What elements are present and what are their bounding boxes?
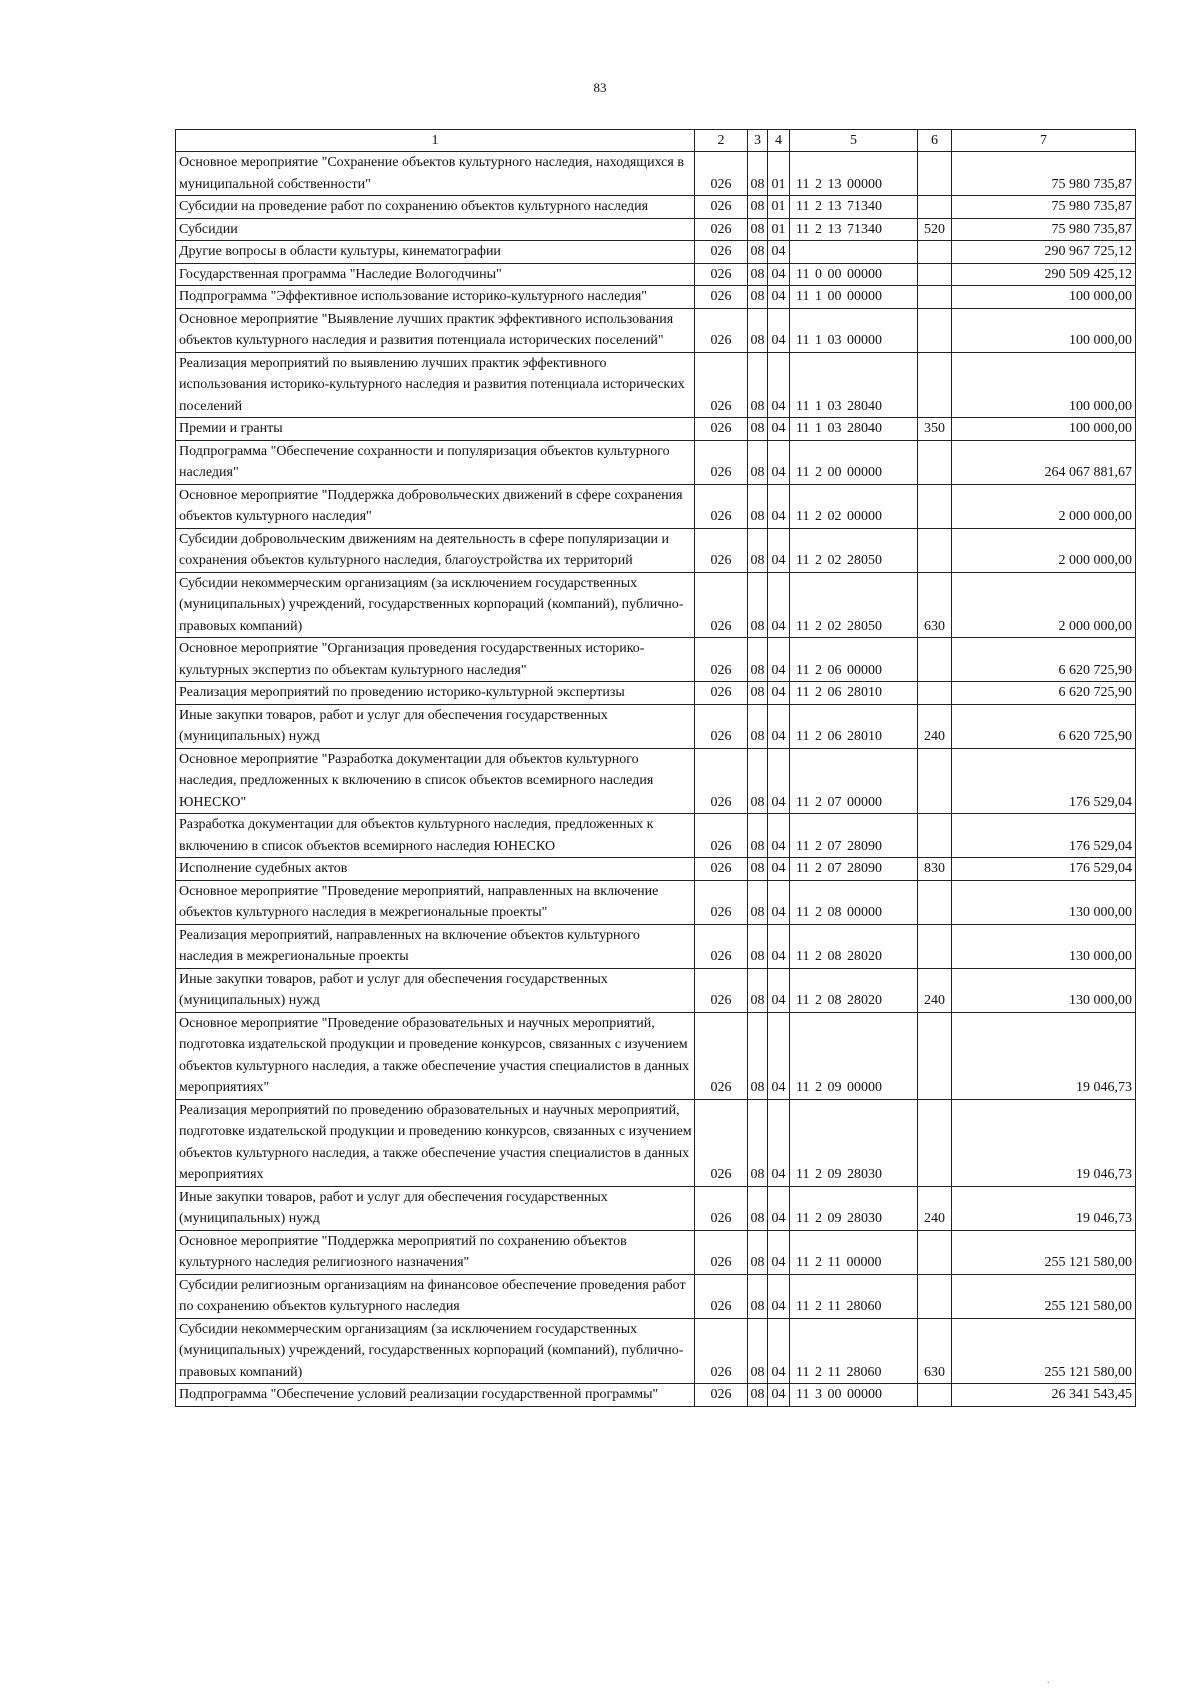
row-target-code: 11 2 13 00000 <box>790 152 918 196</box>
row-amount: 130 000,00 <box>952 880 1136 924</box>
row-expense-type <box>918 196 952 219</box>
row-ministry-code: 026 <box>695 528 748 572</box>
row-subsection: 04 <box>768 638 790 682</box>
row-amount: 130 000,00 <box>952 968 1136 1012</box>
row-amount: 176 529,04 <box>952 748 1136 814</box>
row-expense-type <box>918 1012 952 1099</box>
row-subsection: 04 <box>768 880 790 924</box>
row-amount: 255 121 580,00 <box>952 1274 1136 1318</box>
row-section: 08 <box>748 1384 768 1407</box>
row-subsection: 04 <box>768 1318 790 1384</box>
row-ministry-code: 026 <box>695 196 748 219</box>
row-ministry-code: 026 <box>695 241 748 264</box>
row-subsection: 04 <box>768 858 790 881</box>
row-name: Субсидии религиозным организациям на финансовое обеспечение проведения работ по сохранению объектов культурного наследия <box>176 1274 695 1318</box>
row-name: Основное мероприятие "Выявление лучших практик эффективного использования объектов культурного наследия и развития потенциала исторических поселений" <box>176 308 695 352</box>
row-ministry-code: 026 <box>695 286 748 309</box>
row-expense-type: 240 <box>918 968 952 1012</box>
row-target-code: 11 2 07 28090 <box>790 814 918 858</box>
table-row <box>176 440 1136 484</box>
row-target-code: 11 2 02 28050 <box>790 528 918 572</box>
row-section: 08 <box>748 880 768 924</box>
row-target-code: 11 2 11 28060 <box>790 1318 918 1384</box>
row-subsection: 04 <box>768 286 790 309</box>
row-ministry-code: 026 <box>695 748 748 814</box>
row-subsection: 04 <box>768 748 790 814</box>
table-row <box>176 814 1136 858</box>
row-amount: 176 529,04 <box>952 814 1136 858</box>
row-ministry-code: 026 <box>695 704 748 748</box>
table-row <box>176 286 1136 309</box>
row-target-code: 11 2 06 00000 <box>790 638 918 682</box>
row-name: Основное мероприятие "Поддержка добровольческих движений в сфере сохранения объектов культурного наследия" <box>176 484 695 528</box>
row-expense-type: 240 <box>918 704 952 748</box>
row-expense-type: 630 <box>918 572 952 638</box>
row-section: 08 <box>748 638 768 682</box>
row-ministry-code: 026 <box>695 572 748 638</box>
row-section: 08 <box>748 152 768 196</box>
row-amount: 2 000 000,00 <box>952 528 1136 572</box>
row-section: 08 <box>748 1186 768 1230</box>
row-expense-type <box>918 1099 952 1186</box>
row-expense-type <box>918 814 952 858</box>
row-target-code: 11 1 00 00000 <box>790 286 918 309</box>
table-row <box>176 858 1136 881</box>
row-expense-type <box>918 352 952 418</box>
row-name: Реализация мероприятий по проведению образовательных и научных мероприятий, подготовке издательской продукции и проведению конкурсов, связанных с изучением объектов культурного наследия, а также обеспечение участия специалистов в данных мероприятиях <box>176 1099 695 1186</box>
row-subsection: 04 <box>768 484 790 528</box>
row-amount: 75 980 735,87 <box>952 218 1136 241</box>
row-name: Основное мероприятие "Организация проведения государственных историко-культурных экспертиз по объектам культурного наследия" <box>176 638 695 682</box>
table-row <box>176 152 1136 196</box>
scan-mark: · <box>1046 1677 1050 1689</box>
row-section: 08 <box>748 704 768 748</box>
row-section: 08 <box>748 440 768 484</box>
row-subsection: 04 <box>768 682 790 705</box>
row-target-code: 11 2 08 28020 <box>790 968 918 1012</box>
row-amount: 264 067 881,67 <box>952 440 1136 484</box>
row-ministry-code: 026 <box>695 814 748 858</box>
row-subsection: 04 <box>768 1230 790 1274</box>
row-ministry-code: 026 <box>695 1099 748 1186</box>
row-amount: 100 000,00 <box>952 308 1136 352</box>
row-expense-type: 830 <box>918 858 952 881</box>
row-ministry-code: 026 <box>695 638 748 682</box>
header-col-1: 1 <box>176 130 695 152</box>
table-row <box>176 1274 1136 1318</box>
row-section: 08 <box>748 308 768 352</box>
row-name: Исполнение судебных актов <box>176 858 695 881</box>
row-amount: 2 000 000,00 <box>952 484 1136 528</box>
row-section: 08 <box>748 1099 768 1186</box>
row-expense-type: 240 <box>918 1186 952 1230</box>
table-row <box>176 1384 1136 1407</box>
row-expense-type <box>918 880 952 924</box>
table-header-row <box>176 130 1136 152</box>
row-section: 08 <box>748 924 768 968</box>
row-target-code: 11 2 06 28010 <box>790 682 918 705</box>
table-row <box>176 1186 1136 1230</box>
row-subsection: 04 <box>768 814 790 858</box>
row-section: 08 <box>748 263 768 286</box>
row-subsection: 01 <box>768 218 790 241</box>
row-subsection: 04 <box>768 1099 790 1186</box>
row-expense-type <box>918 1230 952 1274</box>
row-target-code: 11 2 02 28050 <box>790 572 918 638</box>
row-name: Премии и гранты <box>176 418 695 441</box>
row-section: 08 <box>748 196 768 219</box>
table-row <box>176 218 1136 241</box>
row-section: 08 <box>748 858 768 881</box>
row-name: Субсидии некоммерческим организациям (за исключением государственных (муниципальных) учреждений, государственных корпораций (компаний), публично-правовых компаний) <box>176 572 695 638</box>
row-name: Основное мероприятие "Проведение мероприятий, направленных на включение объектов культурного наследия в межрегиональные проекты" <box>176 880 695 924</box>
header-col-7: 7 <box>952 130 1136 152</box>
row-subsection: 04 <box>768 1186 790 1230</box>
row-amount: 100 000,00 <box>952 418 1136 441</box>
row-target-code: 11 2 07 00000 <box>790 748 918 814</box>
row-subsection: 04 <box>768 528 790 572</box>
row-target-code: 11 2 11 28060 <box>790 1274 918 1318</box>
table-row <box>176 241 1136 264</box>
row-subsection: 01 <box>768 152 790 196</box>
row-target-code: 11 0 00 00000 <box>790 263 918 286</box>
row-amount: 255 121 580,00 <box>952 1318 1136 1384</box>
row-expense-type <box>918 682 952 705</box>
row-expense-type <box>918 748 952 814</box>
row-amount: 19 046,73 <box>952 1186 1136 1230</box>
row-ministry-code: 026 <box>695 308 748 352</box>
row-expense-type: 630 <box>918 1318 952 1384</box>
row-name: Подпрограмма "Эффективное использование историко-культурного наследия" <box>176 286 695 309</box>
row-ministry-code: 026 <box>695 1230 748 1274</box>
row-amount: 176 529,04 <box>952 858 1136 881</box>
header-col-6: 6 <box>918 130 952 152</box>
row-amount: 19 046,73 <box>952 1099 1136 1186</box>
table-row <box>176 572 1136 638</box>
row-target-code: 11 2 06 28010 <box>790 704 918 748</box>
table-row <box>176 748 1136 814</box>
table-body <box>176 152 1136 1407</box>
row-subsection: 04 <box>768 352 790 418</box>
row-ministry-code: 026 <box>695 484 748 528</box>
row-ministry-code: 026 <box>695 440 748 484</box>
table-row <box>176 924 1136 968</box>
row-subsection: 04 <box>768 704 790 748</box>
table-row <box>176 528 1136 572</box>
row-subsection: 04 <box>768 241 790 264</box>
row-name: Иные закупки товаров, работ и услуг для обеспечения государственных (муниципальных) нужд <box>176 1186 695 1230</box>
header-col-3: 3 <box>748 130 768 152</box>
row-target-code: 11 1 03 28040 <box>790 418 918 441</box>
row-ministry-code: 026 <box>695 880 748 924</box>
row-target-code: 11 2 07 28090 <box>790 858 918 881</box>
row-target-code: 11 3 00 00000 <box>790 1384 918 1407</box>
row-amount: 255 121 580,00 <box>952 1230 1136 1274</box>
row-amount: 26 341 543,45 <box>952 1384 1136 1407</box>
row-expense-type <box>918 286 952 309</box>
table-row <box>176 704 1136 748</box>
row-section: 08 <box>748 968 768 1012</box>
row-name: Подпрограмма "Обеспечение сохранности и популяризация объектов культурного наследия" <box>176 440 695 484</box>
row-expense-type: 520 <box>918 218 952 241</box>
row-ministry-code: 026 <box>695 682 748 705</box>
row-amount: 75 980 735,87 <box>952 152 1136 196</box>
row-ministry-code: 026 <box>695 924 748 968</box>
row-expense-type <box>918 528 952 572</box>
row-section: 08 <box>748 1318 768 1384</box>
row-target-code: 11 2 00 00000 <box>790 440 918 484</box>
row-subsection: 04 <box>768 440 790 484</box>
row-name: Государственная программа "Наследие Вологодчины" <box>176 263 695 286</box>
row-amount: 6 620 725,90 <box>952 682 1136 705</box>
table-row <box>176 484 1136 528</box>
row-target-code <box>790 241 918 264</box>
row-name: Основное мероприятие "Разработка документации для объектов культурного наследия, предложенных к включению в список объектов всемирного наследия ЮНЕСКО" <box>176 748 695 814</box>
table-row <box>176 418 1136 441</box>
row-target-code: 11 2 08 00000 <box>790 880 918 924</box>
row-target-code: 11 2 11 00000 <box>790 1230 918 1274</box>
row-subsection: 04 <box>768 308 790 352</box>
row-ministry-code: 026 <box>695 1186 748 1230</box>
table-row <box>176 1012 1136 1099</box>
row-expense-type <box>918 308 952 352</box>
table-row <box>176 1318 1136 1384</box>
row-ministry-code: 026 <box>695 1012 748 1099</box>
table-row <box>176 263 1136 286</box>
row-subsection: 01 <box>768 196 790 219</box>
row-section: 08 <box>748 286 768 309</box>
row-amount: 290 509 425,12 <box>952 263 1136 286</box>
row-expense-type <box>918 440 952 484</box>
row-section: 08 <box>748 1230 768 1274</box>
row-subsection: 04 <box>768 1012 790 1099</box>
row-section: 08 <box>748 418 768 441</box>
row-section: 08 <box>748 682 768 705</box>
row-name: Основное мероприятие "Проведение образовательных и научных мероприятий, подготовка издательской продукции и проведение конкурсов, связанных с изучением объектов культурного наследия, а также обеспечение участия специалистов в данных мероприятиях" <box>176 1012 695 1099</box>
row-subsection: 04 <box>768 968 790 1012</box>
row-ministry-code: 026 <box>695 1384 748 1407</box>
row-section: 08 <box>748 748 768 814</box>
row-ministry-code: 026 <box>695 263 748 286</box>
row-section: 08 <box>748 484 768 528</box>
row-expense-type <box>918 1274 952 1318</box>
row-section: 08 <box>748 1012 768 1099</box>
row-section: 08 <box>748 1274 768 1318</box>
row-target-code: 11 2 13 71340 <box>790 218 918 241</box>
row-subsection: 04 <box>768 924 790 968</box>
row-target-code: 11 1 03 00000 <box>790 308 918 352</box>
row-amount: 290 967 725,12 <box>952 241 1136 264</box>
page-number: 83 <box>593 80 607 95</box>
row-amount: 130 000,00 <box>952 924 1136 968</box>
row-expense-type <box>918 241 952 264</box>
row-name: Реализация мероприятий, направленных на включение объектов культурного наследия в межрегиональные проекты <box>176 924 695 968</box>
row-section: 08 <box>748 241 768 264</box>
row-expense-type <box>918 484 952 528</box>
header-col-4: 4 <box>768 130 790 152</box>
budget-table-container <box>175 129 1135 1407</box>
row-ministry-code: 026 <box>695 858 748 881</box>
row-expense-type <box>918 924 952 968</box>
row-target-code: 11 2 09 28030 <box>790 1099 918 1186</box>
row-ministry-code: 026 <box>695 152 748 196</box>
row-amount: 75 980 735,87 <box>952 196 1136 219</box>
row-name: Иные закупки товаров, работ и услуг для обеспечения государственных (муниципальных) нужд <box>176 704 695 748</box>
table-row <box>176 968 1136 1012</box>
row-target-code: 11 1 03 28040 <box>790 352 918 418</box>
row-name: Реализация мероприятий по проведению историко-культурной экспертизы <box>176 682 695 705</box>
row-subsection: 04 <box>768 572 790 638</box>
row-name: Иные закупки товаров, работ и услуг для обеспечения государственных (муниципальных) нужд <box>176 968 695 1012</box>
table-row <box>176 880 1136 924</box>
row-section: 08 <box>748 528 768 572</box>
row-expense-type <box>918 1384 952 1407</box>
row-expense-type: 350 <box>918 418 952 441</box>
row-amount: 2 000 000,00 <box>952 572 1136 638</box>
table-row <box>176 1230 1136 1274</box>
row-amount: 6 620 725,90 <box>952 704 1136 748</box>
row-ministry-code: 026 <box>695 968 748 1012</box>
table-row <box>176 1099 1136 1186</box>
table-row <box>176 682 1136 705</box>
row-amount: 19 046,73 <box>952 1012 1136 1099</box>
row-subsection: 04 <box>768 263 790 286</box>
row-section: 08 <box>748 218 768 241</box>
row-target-code: 11 2 09 00000 <box>790 1012 918 1099</box>
row-ministry-code: 026 <box>695 1274 748 1318</box>
row-name: Подпрограмма "Обеспечение условий реализации государственной программы" <box>176 1384 695 1407</box>
budget-table <box>175 129 1136 1407</box>
row-subsection: 04 <box>768 418 790 441</box>
row-target-code: 11 2 08 28020 <box>790 924 918 968</box>
row-name: Субсидии некоммерческим организациям (за исключением государственных (муниципальных) учреждений, государственных корпораций (компаний), публично-правовых компаний) <box>176 1318 695 1384</box>
row-section: 08 <box>748 814 768 858</box>
row-expense-type <box>918 638 952 682</box>
row-name: Основное мероприятие "Поддержка мероприятий по сохранению объектов культурного наследия религиозного назначения" <box>176 1230 695 1274</box>
row-subsection: 04 <box>768 1384 790 1407</box>
row-name: Основное мероприятие "Сохранение объектов культурного наследия, находящихся в муниципальной собственности" <box>176 152 695 196</box>
row-target-code: 11 2 02 00000 <box>790 484 918 528</box>
row-expense-type <box>918 152 952 196</box>
row-amount: 6 620 725,90 <box>952 638 1136 682</box>
header-col-5: 5 <box>790 130 918 152</box>
row-name: Реализация мероприятий по выявлению лучших практик эффективного использования историко-культурного наследия и развития потенциала исторических поселений <box>176 352 695 418</box>
row-name: Разработка документации для объектов культурного наследия, предложенных к включению в список объектов всемирного наследия ЮНЕСКО <box>176 814 695 858</box>
row-amount: 100 000,00 <box>952 286 1136 309</box>
row-ministry-code: 026 <box>695 352 748 418</box>
table-row <box>176 308 1136 352</box>
row-name: Субсидии на проведение работ по сохранению объектов культурного наследия <box>176 196 695 219</box>
row-ministry-code: 026 <box>695 218 748 241</box>
row-target-code: 11 2 09 28030 <box>790 1186 918 1230</box>
table-row <box>176 352 1136 418</box>
row-section: 08 <box>748 352 768 418</box>
row-amount: 100 000,00 <box>952 352 1136 418</box>
table-row <box>176 638 1136 682</box>
row-target-code: 11 2 13 71340 <box>790 196 918 219</box>
table-row <box>176 196 1136 219</box>
row-name: Другие вопросы в области культуры, кинематографии <box>176 241 695 264</box>
row-expense-type <box>918 263 952 286</box>
row-name: Субсидии <box>176 218 695 241</box>
row-ministry-code: 026 <box>695 1318 748 1384</box>
header-col-2: 2 <box>695 130 748 152</box>
row-ministry-code: 026 <box>695 418 748 441</box>
row-section: 08 <box>748 572 768 638</box>
row-name: Субсидии добровольческим движениям на деятельность в сфере популяризации и сохранения объектов культурного наследия, благоустройства их территорий <box>176 528 695 572</box>
row-subsection: 04 <box>768 1274 790 1318</box>
